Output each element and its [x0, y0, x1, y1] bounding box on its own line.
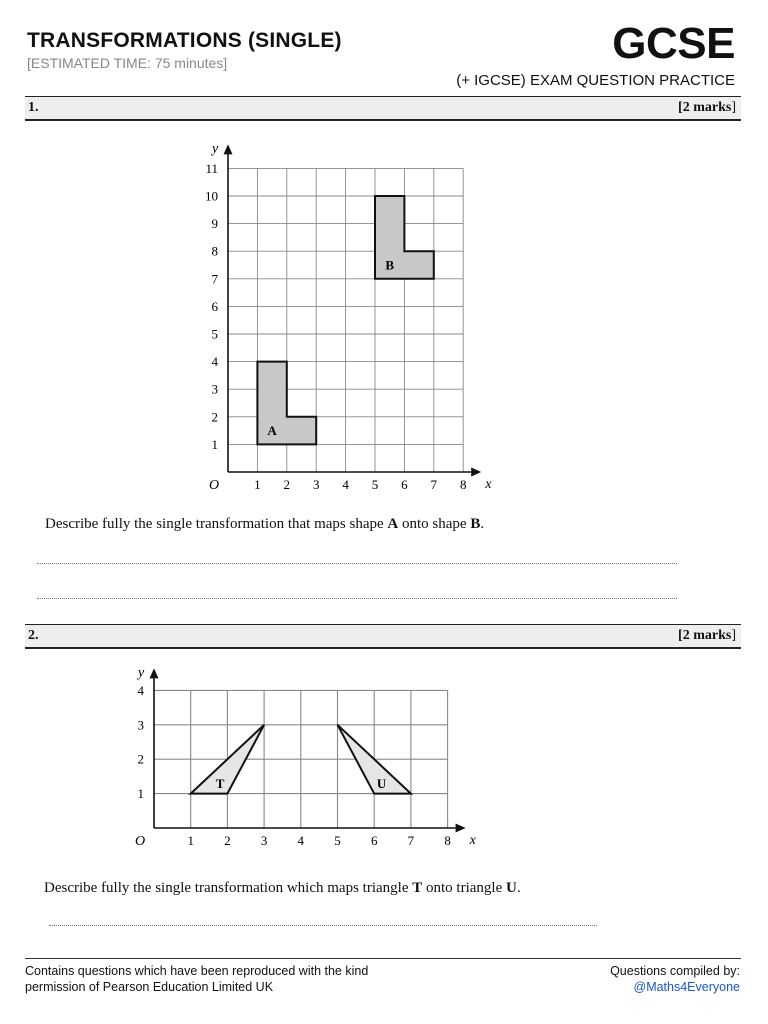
origin-label: O — [134, 834, 146, 849]
x-axis-label: x — [469, 833, 476, 848]
marks-label: [2 marks — [678, 628, 732, 643]
prompt-text: Describe fully the single transformation which maps triangle — [44, 880, 413, 896]
question-2-grid-figure — [0, 650, 768, 860]
origin-label: O — [208, 478, 220, 493]
x-tick-label: 4 — [297, 833, 305, 848]
x-tick-label: 7 — [407, 833, 415, 848]
worksheet-title: TRANSFORMATIONS (SINGLE) — [27, 29, 342, 52]
question-marks — [678, 100, 736, 116]
y-tick-label: 1 — [137, 786, 144, 802]
shape-ref-a: A — [387, 516, 399, 532]
x-tick-label: 5 — [334, 833, 341, 848]
shape-a — [257, 362, 316, 445]
question-1-grid-figure — [0, 130, 768, 510]
x-tick-label: 2 — [224, 833, 231, 848]
y-axis-label: y — [138, 665, 145, 681]
y-tick-label: 11 — [205, 160, 218, 176]
question-2-header — [25, 624, 741, 649]
y-tick-label: 10 — [205, 188, 218, 204]
y-tick-label: 2 — [137, 751, 144, 767]
x-tick-label: 3 — [312, 477, 320, 492]
footer-attribution — [25, 963, 368, 995]
footer-attribution-line: Contains questions which have been reproduced with the kind — [25, 964, 369, 978]
brand-tagline: (+ IGCSE) EXAM QUESTION PRACTICE — [456, 72, 735, 89]
x-axis-label: x — [485, 477, 492, 492]
question-number: 2. — [28, 628, 39, 643]
shape-label: B — [385, 257, 395, 273]
x-tick-label: 4 — [342, 477, 349, 492]
y-tick-label: 3 — [211, 381, 218, 397]
y-tick-label: 6 — [211, 298, 218, 314]
y-tick-label: 8 — [211, 243, 218, 259]
question-1-header — [25, 96, 741, 121]
shape-label: U — [376, 775, 387, 791]
marks-bracket: ] — [731, 628, 736, 643]
prompt-text: onto triangle — [422, 880, 506, 896]
marks-label: [2 marks — [678, 100, 732, 115]
question-1-prompt — [45, 516, 484, 533]
x-axis-arrowhead — [471, 468, 481, 477]
x-tick-label: 1 — [254, 477, 261, 492]
prompt-text: . — [516, 880, 521, 896]
y-tick-label: 3 — [137, 717, 144, 733]
estimated-time: [ESTIMATED TIME: 75 minutes] — [27, 55, 228, 71]
shape-ref-b: B — [470, 516, 481, 532]
prompt-text: onto shape — [398, 516, 471, 532]
footer-credits — [610, 963, 740, 995]
x-tick-label: 8 — [444, 833, 451, 848]
marks-bracket: ] — [731, 100, 736, 115]
author-handle-link[interactable]: @Maths4Everyone — [633, 980, 740, 994]
triangle-ref-u: U — [505, 880, 517, 896]
brand-logo-text: GCSE — [612, 19, 735, 68]
answer-line[interactable] — [49, 925, 597, 926]
shape-label: A — [267, 423, 277, 439]
prompt-text: Describe fully the single transformation that maps shape — [45, 516, 388, 532]
y-tick-label: 1 — [211, 436, 218, 452]
question-2-prompt — [44, 880, 521, 897]
x-tick-label: 5 — [371, 477, 379, 492]
question-marks — [678, 628, 736, 644]
answer-line[interactable] — [37, 598, 677, 599]
x-tick-label: 8 — [459, 477, 467, 492]
footer-credits-label: Questions compiled by: — [610, 964, 740, 978]
x-axis-arrowhead — [456, 824, 466, 833]
question-number: 1. — [28, 100, 39, 115]
triangle-ref-t: T — [412, 880, 423, 896]
x-tick-label: 7 — [430, 477, 438, 492]
x-tick-label: 6 — [370, 833, 378, 848]
y-tick-label: 7 — [211, 271, 218, 287]
answer-line[interactable] — [37, 563, 677, 564]
shape-label: T — [215, 775, 225, 791]
y-axis-label: y — [212, 141, 219, 157]
y-tick-label: 5 — [211, 326, 218, 342]
y-tick-label: 4 — [137, 682, 144, 698]
y-axis-arrowhead — [150, 668, 159, 678]
y-axis-arrowhead — [224, 144, 233, 154]
footer-attribution-line: permission of Pearson Education Limited UK — [25, 980, 274, 994]
x-tick-label: 2 — [283, 477, 291, 492]
footer-divider — [25, 958, 741, 959]
shape-b — [375, 196, 434, 279]
x-tick-label: 6 — [401, 477, 408, 492]
x-tick-label: 3 — [260, 833, 268, 848]
x-tick-label: 1 — [187, 833, 194, 848]
y-tick-label: 4 — [211, 354, 218, 370]
y-tick-label: 2 — [211, 409, 218, 425]
y-tick-label: 9 — [211, 216, 218, 232]
prompt-text: . — [480, 516, 485, 532]
